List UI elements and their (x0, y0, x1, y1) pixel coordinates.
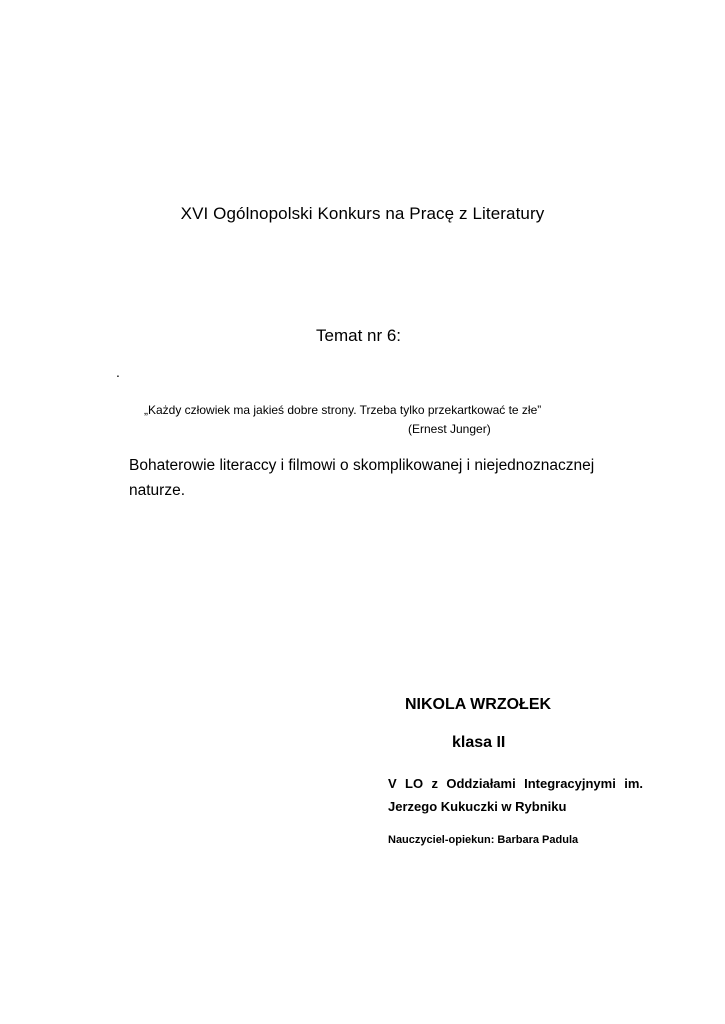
essay-subject: Bohaterowie literaccy i filmowi o skomplikowanej i niejednoznacznej naturze. (129, 457, 595, 499)
stray-mark: . (116, 364, 120, 380)
epigraph-quote: „Każdy człowiek ma jakieś dobre strony. Trzeba tylko przekartkować te złe” (144, 403, 542, 417)
class-label: klasa II (452, 734, 506, 751)
school-name: V LO z Oddziałami Integracyjnymi im. Jerzego Kukuczki w Rybniku (388, 776, 643, 814)
teacher-name: Nauczyciel-opiekun: Barbara Padula (388, 834, 579, 846)
epigraph-author: (Ernest Junger) (408, 422, 491, 436)
topic-label: Temat nr 6: (316, 326, 402, 345)
author-name: NIKOLA WRZOŁEK (405, 696, 552, 713)
competition-title: XVI Ogólnopolski Konkurs na Pracę z Literatury (180, 204, 545, 223)
